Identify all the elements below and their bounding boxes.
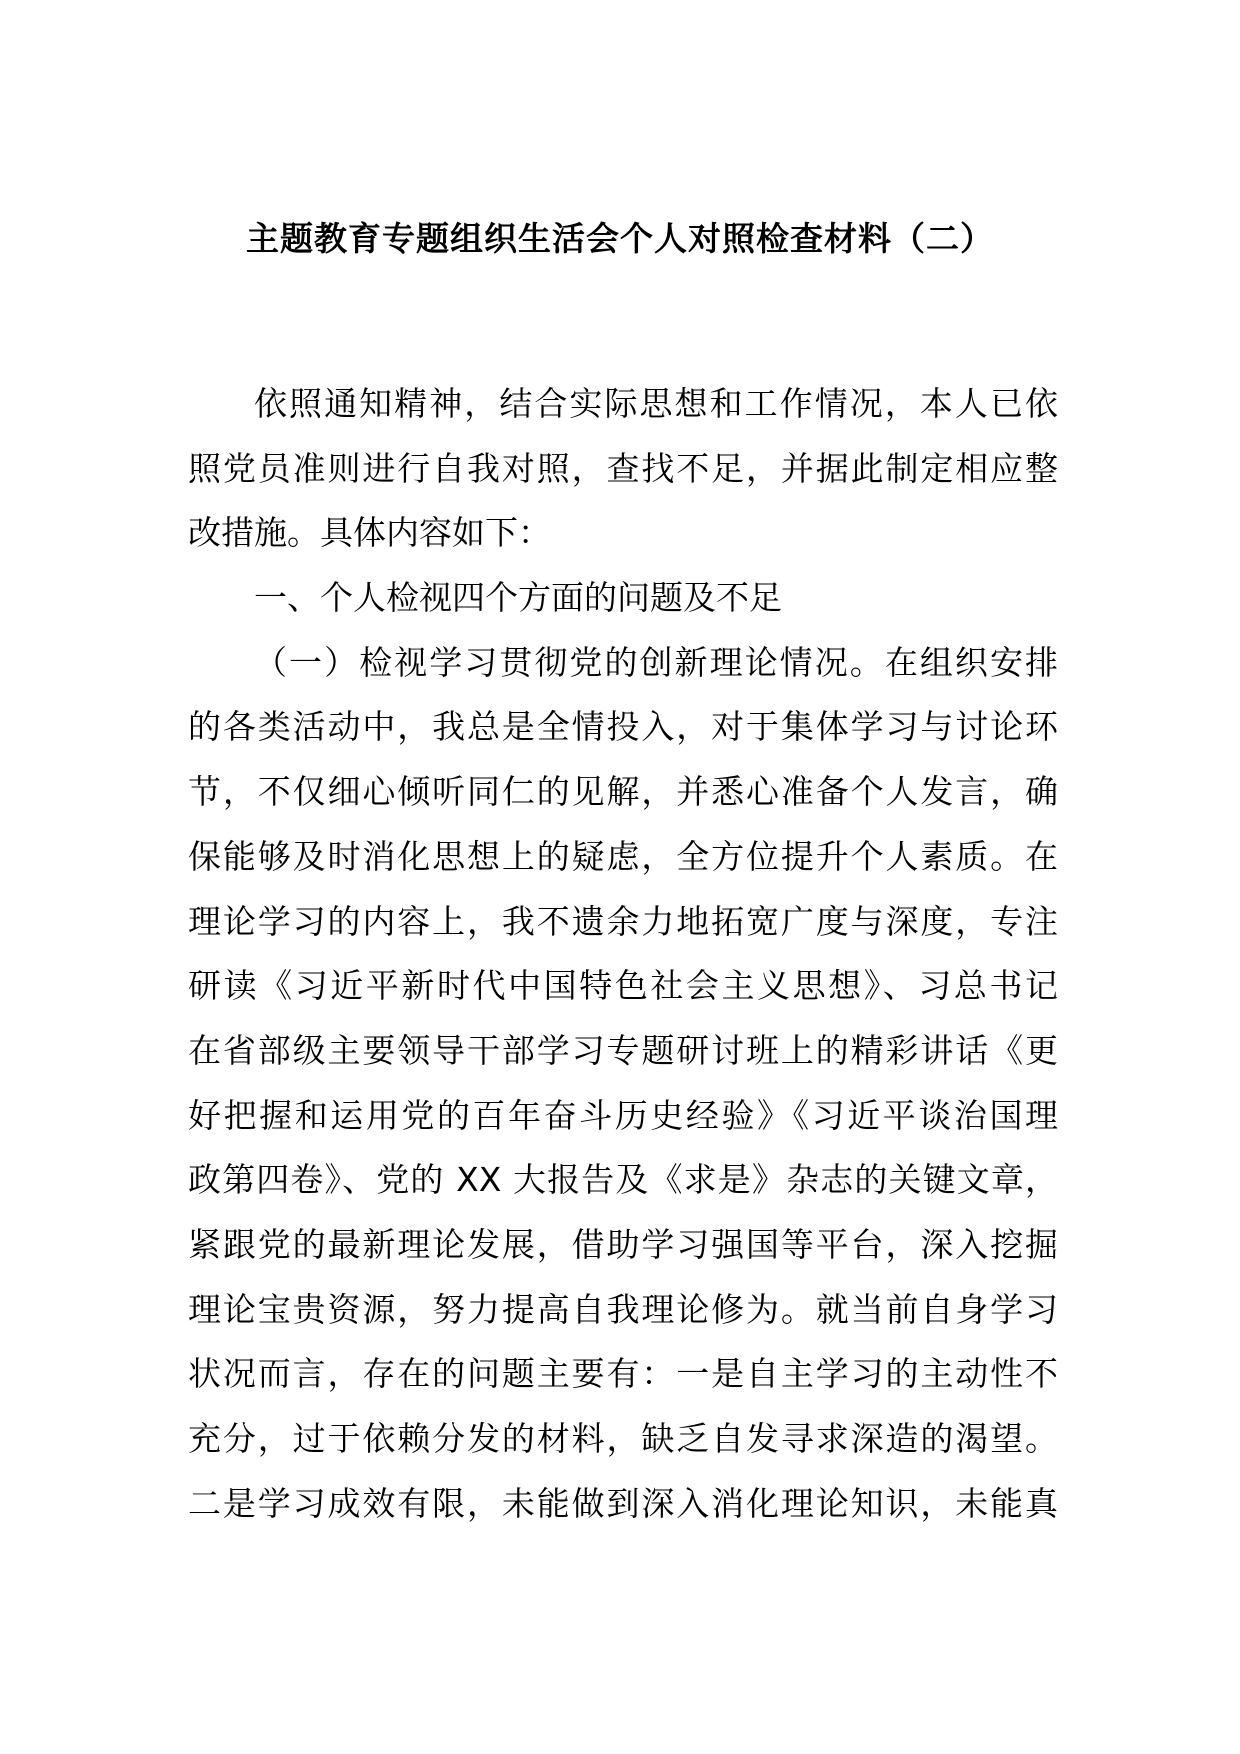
paragraph-line: 研读《习近平新时代中国特色社会主义思想》、习总书记 — [188, 966, 1058, 1006]
paragraph-line: 的各类活动中，我总是全情投入，对于集体学习与讨论环 — [188, 707, 1058, 747]
paragraph-line: 状况而言，存在的问题主要有：一是自主学习的主动性不 — [188, 1354, 1058, 1394]
paragraph-line: 好把握和运用党的百年奋斗历史经验》《习近平谈治国理 — [188, 1095, 1058, 1135]
document-body — [188, 372, 1058, 1536]
paragraph-line: 改措施。具体内容如下： — [188, 513, 551, 553]
paragraph-line: 充分，过于依赖分发的材料，缺乏自发寻求深造的渴望。 — [188, 1419, 1058, 1458]
paragraph-line: 理论学习的内容上，我不遗余力地拓宽广度与深度，专注 — [188, 901, 1058, 941]
section-heading: 一、个人检视四个方面的问题及不足 — [254, 578, 782, 618]
paragraph-line: 理论宝贵资源，努力提高自我理论修为。就当前自身学习 — [188, 1289, 1058, 1329]
paragraph-line: 照党员准则进行自我对照，查找不足，并据此制定相应整 — [188, 448, 1058, 488]
paragraph-line: 保能够及时消化思想上的疑虑，全方位提升个人素质。在 — [188, 836, 1058, 876]
paragraph-line: 紧跟党的最新理论发展，借助学习强国等平台，深入挖掘 — [188, 1224, 1058, 1264]
paragraph-line: （一）检视学习贯彻党的创新理论情况。在组织安排 — [254, 642, 1058, 682]
document-title: 主题教育专题组织生活会个人对照检查材料（二） — [246, 219, 994, 258]
paragraph-line: 二是学习成效有限，未能做到深入消化理论知识，未能真 — [188, 1483, 1058, 1523]
paragraph-line: 依照通知精神，结合实际思想和工作情况，本人已依 — [254, 384, 1058, 423]
paragraph-line: 在省部级主要领导干部学习专题研讨班上的精彩讲话《更 — [188, 1030, 1058, 1070]
paragraph-line: 节，不仅细心倾听同仁的见解，并悉心准备个人发言，确 — [188, 772, 1058, 812]
paragraph-line: 政第四卷》、党的 XX 大报告及《求是》杂志的关键文章， — [188, 1160, 1058, 1200]
